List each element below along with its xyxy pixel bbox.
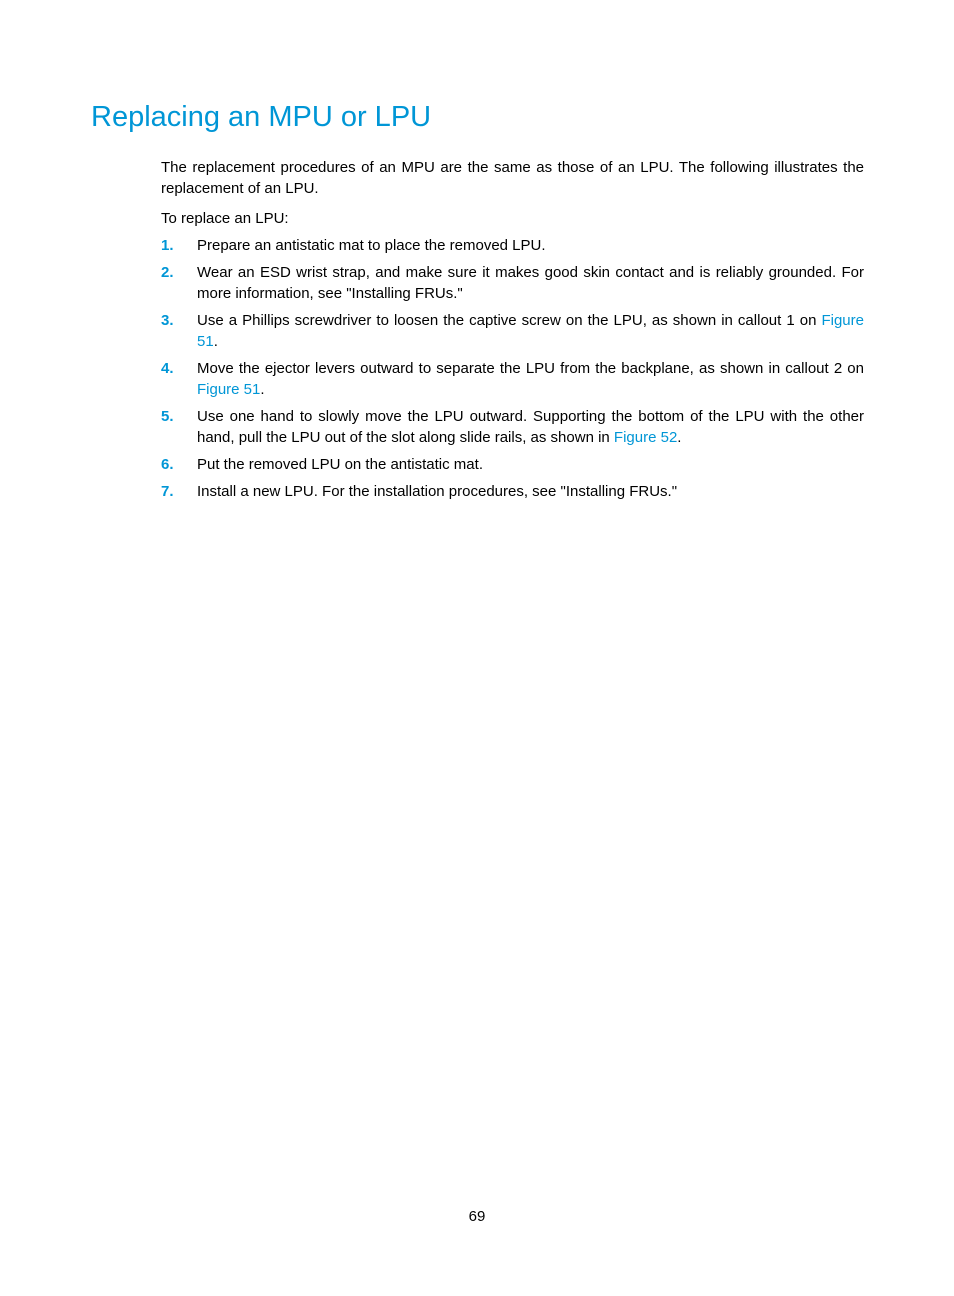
- step-text: Use a Phillips screwdriver to loosen the captive screw on the LPU, as shown in callout 1 on: [197, 312, 822, 329]
- page-number: 69: [468, 1208, 486, 1225]
- step-item: [161, 310, 864, 352]
- step-item: [161, 235, 864, 256]
- step-text: Move the ejector levers outward to separate the LPU from the backplane, as shown in callout 2 on: [197, 360, 864, 377]
- body-content: [161, 157, 864, 508]
- step-number: 3.: [161, 312, 174, 329]
- step-item: [161, 358, 864, 400]
- step-number: 4.: [161, 360, 174, 377]
- page-title: Replacing an MPU or LPU: [91, 101, 432, 133]
- step-item: [161, 262, 864, 304]
- step-text: Use one hand to slowly move the LPU outward. Supporting the bottom of the LPU with the other hand, pull the LPU out of the slot along slide rails, as shown in: [197, 408, 864, 446]
- procedure-steps: [161, 235, 864, 502]
- figure-51-link[interactable]: Figure 51: [197, 381, 261, 398]
- lead-in-text: To replace an LPU:: [161, 210, 289, 227]
- step-item: [161, 406, 864, 448]
- step-item: [161, 454, 864, 475]
- step-text: Put the removed LPU on the antistatic mat.: [197, 456, 483, 473]
- step-number: 1.: [161, 237, 174, 254]
- step-number: 7.: [161, 483, 174, 500]
- step-punctuation: .: [260, 381, 265, 398]
- step-item: [161, 481, 864, 502]
- step-punctuation: .: [213, 333, 218, 350]
- step-punctuation: .: [677, 429, 682, 446]
- step-text: Install a new LPU. For the installation procedures, see "Installing FRUs.": [197, 483, 678, 500]
- figure-52-link[interactable]: Figure 52: [613, 429, 678, 446]
- step-text: Prepare an antistatic mat to place the removed LPU.: [197, 237, 546, 254]
- figure-51-link[interactable]: Figure 51: [197, 312, 864, 350]
- intro-paragraph: The replacement procedures of an MPU are the same as those of an LPU. The following illustrates the replacement of an LPU.: [161, 159, 864, 197]
- step-text: Wear an ESD wrist strap, and make sure it makes good skin contact and is reliably grounded. For more information, see "Installing FRUs.": [197, 264, 864, 302]
- step-number: 5.: [161, 408, 174, 425]
- step-number: 6.: [161, 456, 174, 473]
- step-number: 2.: [161, 264, 174, 281]
